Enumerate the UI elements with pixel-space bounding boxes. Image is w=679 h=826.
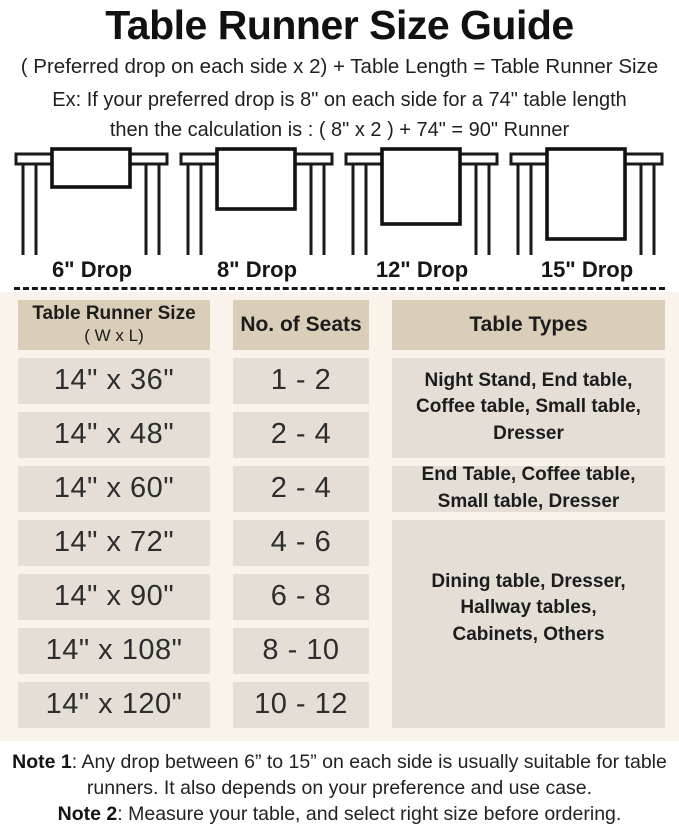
note-2-text: : Measure your table, and select right size before ordering.: [117, 802, 622, 825]
drop-label: 15" Drop: [540, 256, 634, 282]
size-cell: 14" x 36": [18, 358, 210, 404]
table-drop-figure-6: [12, 147, 172, 284]
table-runner-illustration: [507, 147, 667, 255]
size-guide-table: [18, 300, 665, 728]
notes-section: [0, 749, 679, 826]
header-cell-runner-size: Table Runner Size ( W x L): [18, 300, 210, 350]
example-line-2: then the calculation is : ( 8" x 2 ) + 74" = 90" Runner: [109, 118, 570, 141]
types-cell: Dining table, Dresser, Hallway tables, Cabinets, Others: [392, 520, 665, 728]
page-title: Table Runner Size Guide: [105, 2, 574, 48]
size-cell: 14" x 48": [18, 412, 210, 458]
size-table-section: [0, 292, 679, 741]
size-cell: 14" x 60": [18, 466, 210, 512]
table-runner-illustration: [342, 147, 502, 255]
example-line-1: Ex: If your preferred drop is 8" on each side for a 74" table length: [52, 88, 627, 111]
seats-cell: 1 - 2: [233, 358, 369, 404]
table-runner-illustration: [177, 147, 337, 255]
seats-cell: 8 - 10: [233, 628, 369, 674]
guide-header: [0, 0, 679, 145]
seats-cell: 10 - 12: [233, 682, 369, 728]
formula-text: ( Preferred drop on each side x 2) + Table Length = Table Runner Size: [20, 54, 659, 78]
types-cell: Night Stand, End table, Coffee table, Small table, Dresser: [392, 358, 665, 458]
size-cell: 14" x 120": [18, 682, 210, 728]
seats-cell: 6 - 8: [233, 574, 369, 620]
drop-label: 12" Drop: [375, 256, 469, 282]
drop-label: 8" Drop: [216, 256, 298, 282]
seats-cell: 2 - 4: [233, 412, 369, 458]
table-drop-figure-15: [507, 147, 667, 284]
note-1: [4, 749, 675, 801]
note-2: [4, 801, 675, 826]
header-cell-seats: No. of Seats: [233, 300, 369, 350]
seats-cell: 2 - 4: [233, 466, 369, 512]
header-cell-table-types: Table Types: [392, 300, 665, 350]
types-cell: End Table, Coffee table, Small table, Dresser: [392, 466, 665, 512]
dashed-divider: [14, 287, 665, 290]
drop-label: 6" Drop: [51, 256, 133, 282]
size-cell: 14" x 108": [18, 628, 210, 674]
drop-illustrations-row: [0, 147, 679, 284]
table-drop-figure-8: [177, 147, 337, 284]
note-1-text: : Any drop between 6” to 15” on each side is usually suitable for table runners. It also depends on your preference and use case.: [71, 750, 667, 799]
table-drop-figure-12: [342, 147, 502, 284]
seats-cell: 4 - 6: [233, 520, 369, 566]
note-1-label: Note 1: [12, 750, 72, 773]
note-2-label: Note 2: [57, 802, 118, 825]
size-cell: 14" x 72": [18, 520, 210, 566]
size-cell: 14" x 90": [18, 574, 210, 620]
table-runner-illustration: [12, 147, 172, 255]
